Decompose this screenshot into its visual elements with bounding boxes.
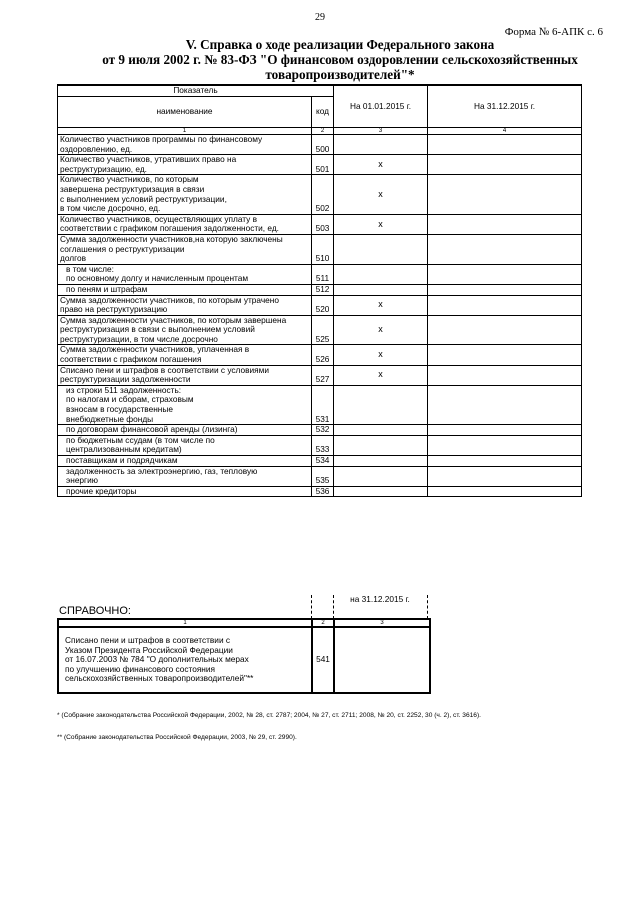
form-reference: Форма № 6-АПК с. 6	[504, 26, 603, 38]
start-value-cell: x	[334, 295, 428, 315]
reference-row-value	[334, 627, 430, 693]
row-name: поставщикам и подрядчикам	[58, 456, 312, 467]
header-indicator: Показатель	[58, 85, 334, 97]
reference-label: СПРАВОЧНО:	[59, 605, 131, 618]
column-number: 3	[334, 128, 428, 135]
start-value-cell	[334, 456, 428, 467]
end-value-cell	[428, 425, 582, 436]
row-name: по договорам финансовой аренды (лизинга)	[58, 425, 312, 436]
column-number: 2	[312, 128, 334, 135]
header-start-date: На 01.01.2015 г.	[334, 85, 428, 128]
reference-header	[57, 595, 581, 619]
row-name: Сумма задолженности участников,на которую заключены соглашения о реструктуризации долгов	[58, 234, 312, 264]
end-value-cell	[428, 435, 582, 455]
table-row	[58, 214, 582, 234]
table-row	[58, 466, 582, 486]
reference-row-code: 541	[312, 627, 334, 693]
row-name: Списано пени и штрафов в соответствии с условиями реструктуризации задолженности	[58, 365, 312, 385]
table-row	[58, 295, 582, 315]
row-name: Сумма задолженности участников, уплаченная в соответствии с графиком погашения	[58, 345, 312, 365]
title-line-1: V. Справка о ходе реализации Федерального закона	[185, 37, 495, 52]
row-code: 503	[312, 214, 334, 234]
table-row	[58, 385, 582, 424]
row-name: задолженность за электроэнергию, газ, тепловую энергию	[58, 466, 312, 486]
table-row	[58, 284, 582, 295]
start-value-cell	[334, 135, 428, 155]
header-code: код	[312, 97, 334, 128]
row-code: 536	[312, 486, 334, 497]
row-code: 510	[312, 234, 334, 264]
start-value-cell	[334, 435, 428, 455]
table-row	[58, 135, 582, 155]
end-value-cell	[428, 345, 582, 365]
start-value-cell: x	[334, 175, 428, 214]
row-name: прочие кредиторы	[58, 486, 312, 497]
row-code: 525	[312, 315, 334, 345]
table-row	[58, 175, 582, 214]
end-value-cell	[428, 264, 582, 284]
table-row	[58, 365, 582, 385]
row-name: Количество участников программы по финансовому оздоровлению, ед.	[58, 135, 312, 155]
row-name: Количество участников, утративших право на реструктуризацию, ед.	[58, 155, 312, 175]
row-code: 527	[312, 365, 334, 385]
row-code: 511	[312, 264, 334, 284]
start-value-cell	[334, 425, 428, 436]
end-value-cell	[428, 466, 582, 486]
column-number: 3	[334, 619, 430, 627]
row-name: Сумма задолженности участников, по которым утрачено право на реструктуризацию	[58, 295, 312, 315]
end-value-cell	[428, 315, 582, 345]
table-row	[58, 155, 582, 175]
start-value-cell: x	[334, 214, 428, 234]
table-row	[58, 425, 582, 436]
page-number: 29	[315, 12, 325, 23]
header-end-date: На 31.12.2015 г.	[428, 85, 582, 128]
row-name: по пеням и штрафам	[58, 284, 312, 295]
table-row	[58, 315, 582, 345]
header-name: наименование	[58, 97, 312, 128]
row-code: 520	[312, 295, 334, 315]
start-value-cell	[334, 284, 428, 295]
row-name: в том числе: по основному долгу и начисленным процентам	[58, 264, 312, 284]
end-value-cell	[428, 234, 582, 264]
end-value-cell	[428, 175, 582, 214]
start-value-cell: x	[334, 155, 428, 175]
main-table	[57, 84, 582, 497]
row-code: 502	[312, 175, 334, 214]
row-code: 534	[312, 456, 334, 467]
end-value-cell	[428, 486, 582, 497]
table-row	[58, 486, 582, 497]
row-name: Количество участников, по которым завершена реструктуризация в связи с выполнением условий реструктуризации, в том числе досрочно, ед.	[58, 175, 312, 214]
end-value-cell	[428, 284, 582, 295]
table-row	[58, 264, 582, 284]
footnote-1: * (Собрание законодательства Российской Федерации, 2002, № 28, ст. 2787; 2004, № 27, ст. 2711; 2008, № 20, ст. 2252, 30 (ч. 2), ст. 3616).	[57, 712, 481, 719]
row-name: из строки 511 задолженность: по налогам и сборам, страховым взносам в государственные внебюджетные фонды	[58, 385, 312, 424]
row-name: Количество участников, осуществляющих уплату в соответствии с графиком погашения задолженности, ед.	[58, 214, 312, 234]
row-code: 531	[312, 385, 334, 424]
end-value-cell	[428, 155, 582, 175]
title-line-3: товаропроизводителей"*	[265, 67, 415, 82]
reference-row-name: Списано пени и штрафов в соответствии с Указом Президента Российской Федерации от 16.07.2003 № 784 "О дополнительных мерах по улучшению финансового состояния сельскохозяйственных товаропроизводителей"**	[58, 627, 312, 693]
column-number: 4	[428, 128, 582, 135]
row-name: по бюджетным ссудам (в том числе по централизованным кредитам)	[58, 435, 312, 455]
end-value-cell	[428, 385, 582, 424]
start-value-cell	[334, 234, 428, 264]
table-row	[58, 456, 582, 467]
reference-table	[57, 618, 431, 694]
start-value-cell: x	[334, 315, 428, 345]
end-value-cell	[428, 135, 582, 155]
row-code: 526	[312, 345, 334, 365]
column-number: 1	[58, 619, 312, 627]
row-code: 500	[312, 135, 334, 155]
row-name: Сумма задолженности участников, по которым завершена реструктуризация в связи с выполнением условий реструктуризации, в том числе досрочно	[58, 315, 312, 345]
footnote-2: ** (Собрание законодательства Российской Федерации, 2003, № 29, ст. 2990).	[57, 734, 297, 741]
end-value-cell	[428, 295, 582, 315]
table-row	[58, 234, 582, 264]
start-value-cell	[334, 264, 428, 284]
section-title	[60, 37, 620, 82]
column-number: 1	[58, 128, 312, 135]
row-code: 501	[312, 155, 334, 175]
table-row	[58, 345, 582, 365]
end-value-cell	[428, 456, 582, 467]
row-code: 533	[312, 435, 334, 455]
start-value-cell: x	[334, 345, 428, 365]
row-code: 512	[312, 284, 334, 295]
row-code: 535	[312, 466, 334, 486]
end-value-cell	[428, 214, 582, 234]
start-value-cell	[334, 385, 428, 424]
column-number: 2	[312, 619, 334, 627]
end-value-cell	[428, 365, 582, 385]
table-row	[58, 435, 582, 455]
title-line-2: от 9 июля 2002 г. № 83-ФЗ "О финансовом оздоровлении сельскохозяйственных	[102, 52, 578, 67]
row-code: 532	[312, 425, 334, 436]
start-value-cell	[334, 466, 428, 486]
start-value-cell: x	[334, 365, 428, 385]
reference-date-header: на 31.12.2015 г.	[333, 595, 427, 619]
start-value-cell	[334, 486, 428, 497]
